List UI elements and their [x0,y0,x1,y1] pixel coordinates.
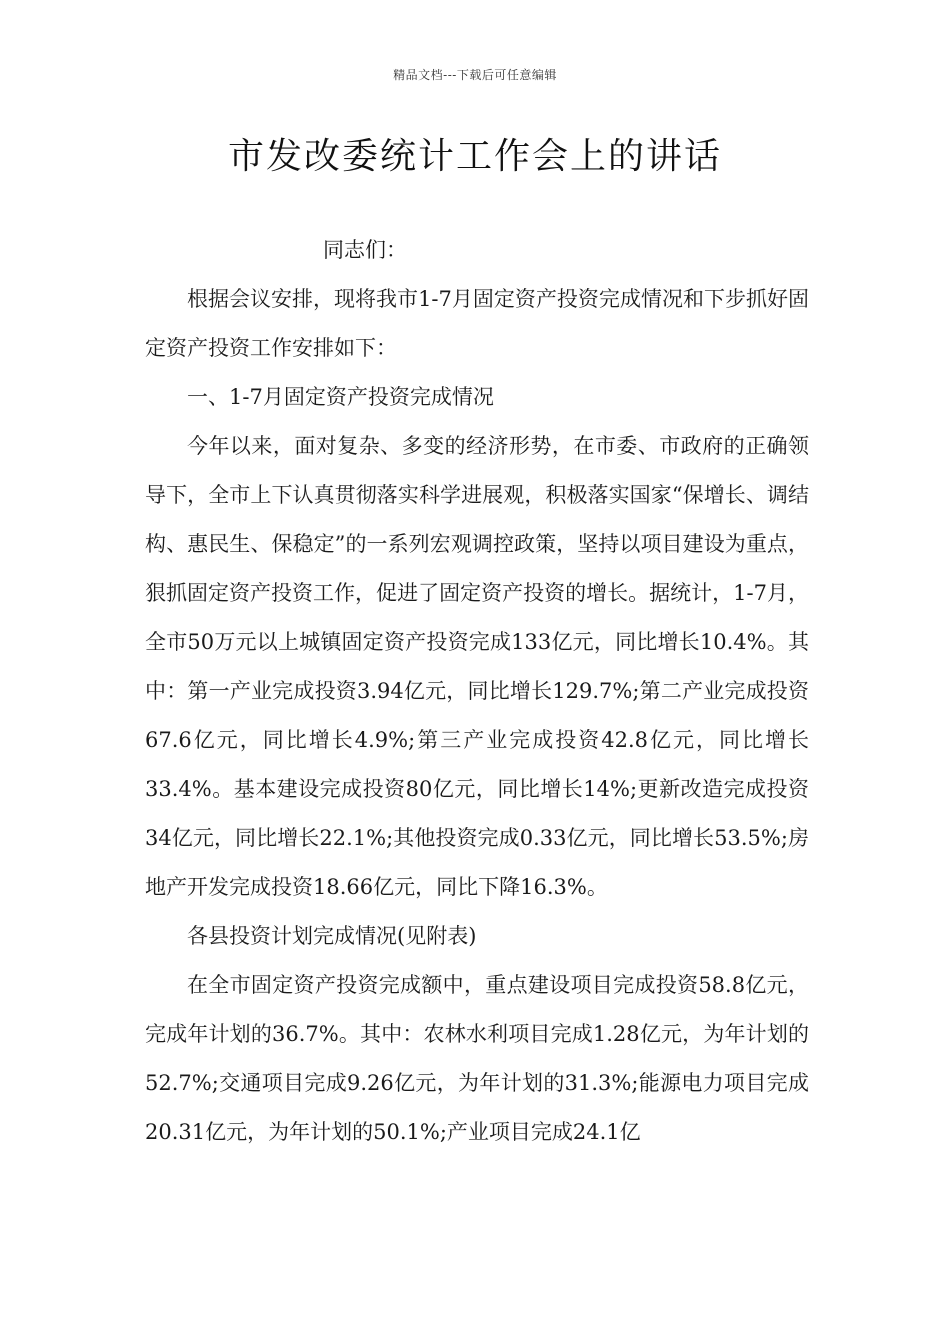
paragraph-key-projects: 在全市固定资产投资完成额中，重点建设项目完成投资58.8亿元，完成年计划的36.7%。其中：农林水利项目完成1.28亿元，为年计划的52.7%;交通项目完成9.26亿元，为年计划的31.3%;能源电力项目完成20.31亿元，为年计划的50.1%;产业项目完成24.1亿 [145,973,809,1144]
paragraph-county-plans: 各县投资计划完成情况(见附表) [187,924,477,948]
document-title: 市发改委统计工作会上的讲话 [227,136,722,177]
paragraph-intro: 根据会议安排，现将我市1-7月固定资产投资完成情况和下步抓好固定资产投资工作安排如下： [145,287,809,360]
document-body [145,226,809,1157]
paragraph-investment-overview: 今年以来，面对复杂、多变的经济形势，在市委、市政府的正确领导下，全市上下认真贯彻落实科学进展观，积极落实国家“保增长、调结构、惠民生、保稳定”的一系列宏观调控政策，坚持以项目建设为重点，狠抓固定资产投资工作，促进了固定资产投资的增长。据统计，1-7月，全市50万元以上城镇固定资产投资完成133亿元，同比增长10.4%。其中：第一产业完成投资3.94亿元，同比增长129.7%;第二产业完成投资67.6亿元，同比增长4.9%;第三产业完成投资42.8亿元，同比增长33.4%。基本建设完成投资80亿元，同比增长14%;更新改造完成投资34亿元，同比增长22.1%;其他投资完成0.33亿元，同比增长53.5%;房地产开发完成投资18.66亿元，同比下降16.3%。 [145,434,809,899]
salutation: 同志们： [323,238,407,262]
section-heading-1: 一、1-7月固定资产投资完成情况 [187,385,494,409]
header-note: 精品文档---下载后可任意编辑 [393,68,557,82]
